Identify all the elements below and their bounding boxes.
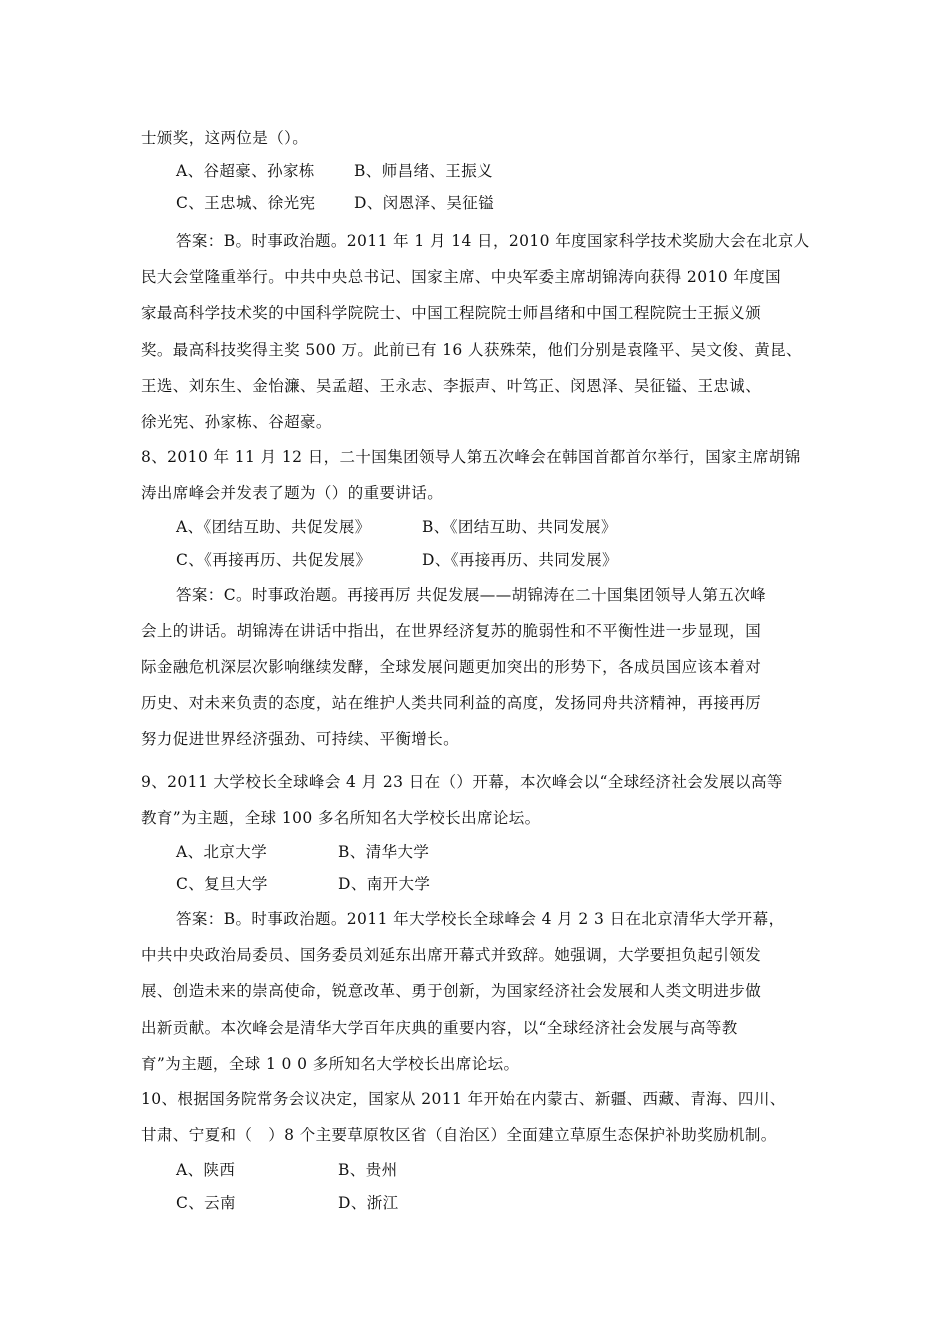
question-7-answer-line: 民大会堂隆重举行。中共中央总书记、国家主席、中央军委主席胡锦涛向获得 2010 年度国 (141, 268, 782, 286)
question-7-option-d: D、闵恩泽、吴征镒 (354, 194, 495, 212)
question-8-option-c: C、《再接再历、共促发展》 (176, 551, 372, 569)
question-10-option-d: D、浙江 (338, 1194, 399, 1212)
question-7-answer-line: 答案：B。时事政治题。2011 年 1 月 14 日，2010 年度国家科学技术奖励大会在北京人 (176, 232, 810, 250)
question-7-option-a: A、谷超豪、孙家栋 (176, 162, 315, 180)
question-8-answer-line: 历史、对未来负责的态度，站在维护人类共同利益的高度，发扬同舟共济精神，再接再厉 (141, 694, 762, 712)
question-8-option-d: D、《再接再历、共同发展》 (422, 551, 618, 569)
question-8-answer-line: 努力促进世界经济强劲、可持续、平衡增长。 (141, 730, 460, 748)
question-7-answer-line: 家最高科学技术奖的中国科学院院士、中国工程院院士师昌绪和中国工程院院士王振义颁 (141, 304, 762, 322)
question-7-answer-line: 王选、刘东生、金怡濂、吴孟超、王永志、李振声、叶笃正、闵恩泽、吴征镒、王忠诚、 (141, 377, 762, 395)
question-8-text-line: 8、2010 年 11 月 12 日，二十国集团领导人第五次峰会在韩国首都首尔举行，国家主席胡锦 (141, 448, 801, 466)
question-9-answer-line: 出新贡献。本次峰会是清华大学百年庆典的重要内容，以“全球经济社会发展与高等教 (141, 1019, 738, 1037)
question-10-option-b: B、贵州 (338, 1161, 398, 1179)
question-8-option-a: A、《团结互助、共促发展》 (176, 518, 371, 536)
question-10-option-a: A、陕西 (176, 1161, 236, 1179)
question-10-option-c: C、云南 (176, 1194, 236, 1212)
question-9-option-c: C、复旦大学 (176, 875, 268, 893)
question-9-text-line: 9、2011 大学校长全球峰会 4 月 23 日在（）开幕，本次峰会以“全球经济社会发展以高等 (141, 773, 783, 791)
question-9-answer-line: 中共中央政治局委员、国务委员刘延东出席开幕式并致辞。她强调，大学要担负起引领发 (141, 946, 762, 964)
question-10-text-line: 甘肃、宁夏和（ ）8 个主要草原牧区省（自治区）全面建立草原生态保护补助奖励机制。 (141, 1126, 777, 1144)
question-9-answer-line: 展、创造未来的崇高使命，锐意改革、勇于创新，为国家经济社会发展和人类文明进步做 (141, 982, 762, 1000)
question-7-option-c: C、王忠城、徐光宪 (176, 194, 316, 212)
question-9-option-b: B、清华大学 (338, 843, 430, 861)
question-7-option-b: B、师昌绪、王振义 (354, 162, 493, 180)
question-9-option-a: A、北京大学 (176, 843, 268, 861)
question-8-answer-line: 会上的讲话。胡锦涛在讲话中指出，在世界经济复苏的脆弱性和不平衡性进一步显现，国 (141, 622, 762, 640)
question-9-option-d: D、南开大学 (338, 875, 431, 893)
question-8-option-b: B、《团结互助、共同发展》 (422, 518, 617, 536)
question-9-text-line: 教育”为主题，全球 100 多名所知名大学校长出席论坛。 (141, 809, 541, 827)
question-10-text-line: 10、根据国务院常务会议决定，国家从 2011 年开始在内蒙古、新疆、西藏、青海、四川、 (141, 1090, 786, 1108)
question-9-answer-line: 育”为主题，全球 1 0 0 多所知名大学校长出席论坛。 (141, 1055, 520, 1073)
question-8-answer-line: 际金融危机深层次影响继续发酵，全球发展问题更加突出的形势下，各成员国应该本着对 (141, 658, 762, 676)
question-7-tail: 士颁奖，这两位是（）。 (141, 129, 309, 147)
question-7-answer-line: 奖。最高科技奖得主奖 500 万。此前已有 16 人获殊荣，他们分别是袁隆平、吴文俊、黄昆、 (141, 341, 802, 359)
question-8-text-line: 涛出席峰会并发表了题为（）的重要讲话。 (141, 484, 444, 502)
question-9-answer-line: 答案：B。时事政治题。2011 年大学校长全球峰会 4 月 2 3 日在北京清华大学开幕， (176, 910, 785, 928)
question-8-answer-line: 答案：C。时事政治题。再接再厉 共促发展——胡锦涛在二十国集团领导人第五次峰 (176, 586, 766, 604)
question-7-answer-line: 徐光宪、孙家栋、谷超豪。 (141, 413, 332, 431)
